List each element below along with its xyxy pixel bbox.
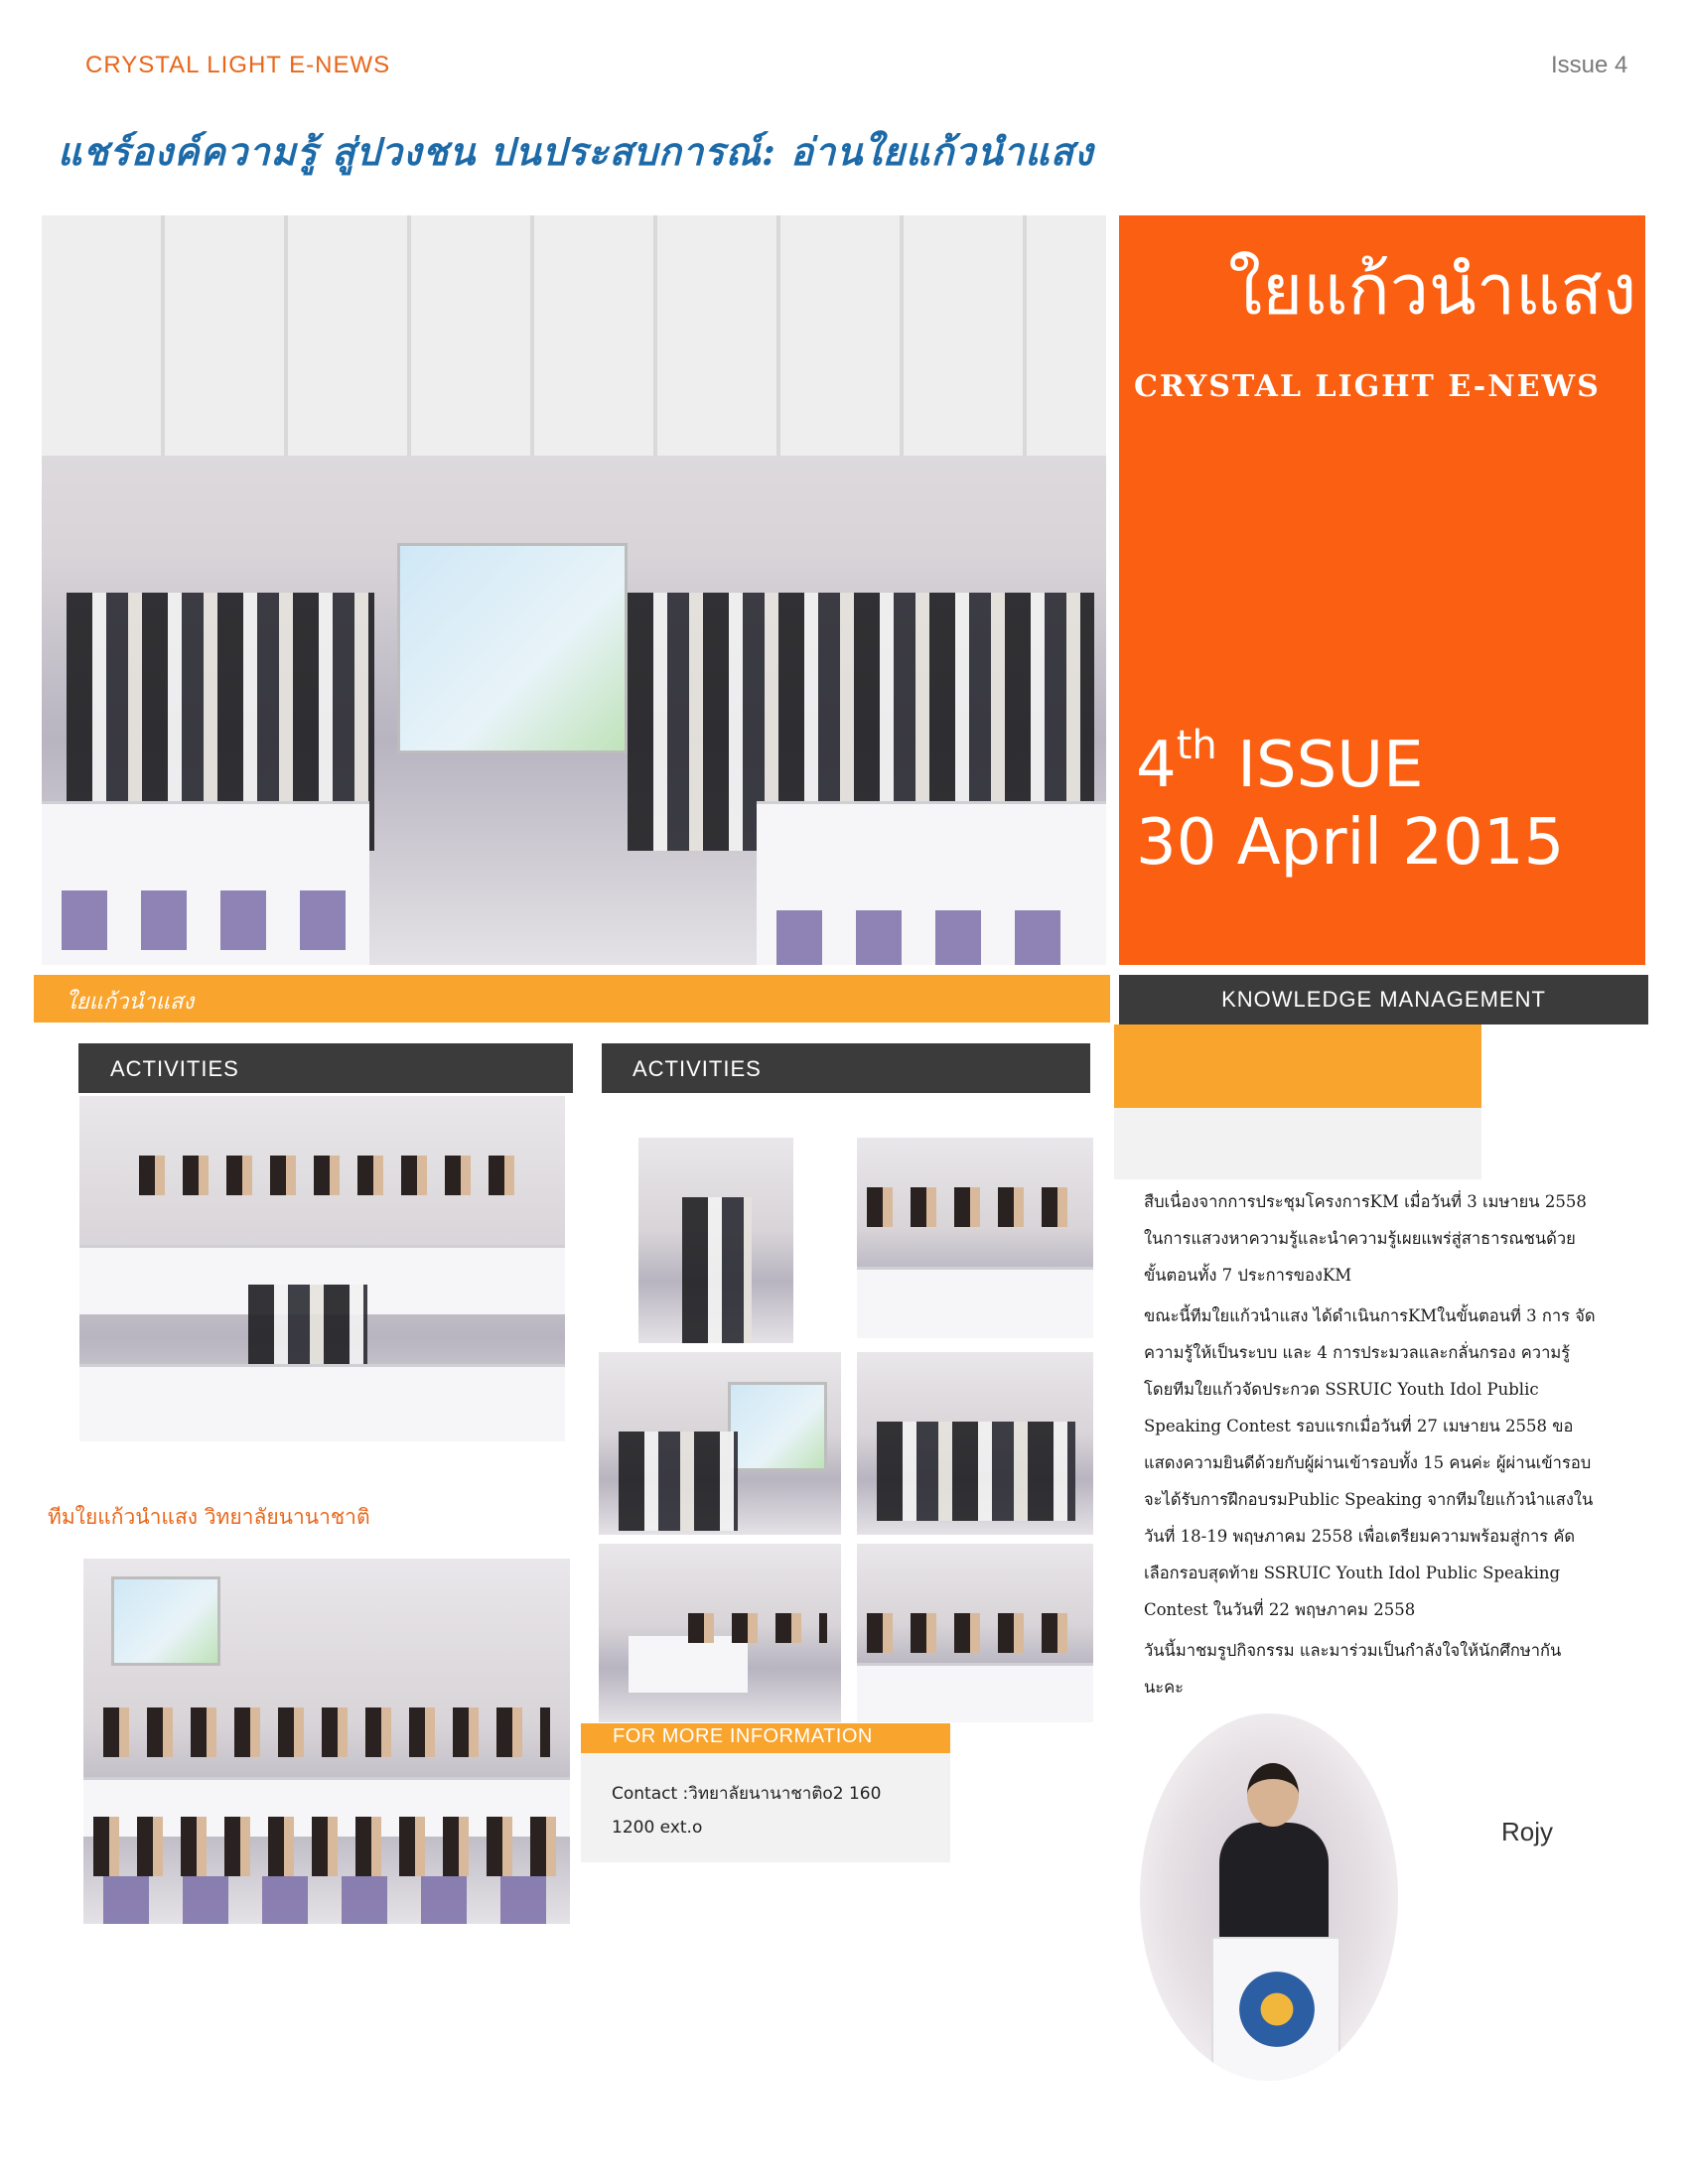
activity-photo-group-left [599,1352,841,1535]
km-accent-block [1114,1024,1481,1108]
more-info-contact: Contact :วิทยาลัยนานาชาติo2 160 1200 ext.o [612,1784,882,1838]
cover-issue-block [1136,707,1564,882]
issue-number: 4 [1136,729,1177,802]
main-group-photo [42,215,1106,965]
activities-label-right: ACTIVITIES [633,1056,762,1081]
issue-label: Issue 4 [1551,52,1628,78]
activity-photo-speaker [638,1138,793,1343]
issue-word: ISSUE [1237,729,1424,802]
activity-photo-podium [599,1544,841,1722]
activity-photo-group-right [857,1352,1093,1535]
section-band-left [34,975,1110,1023]
team-classroom-photo [83,1559,570,1924]
activity-photo-students-seated [857,1138,1093,1338]
more-info-title: FOR MORE INFORMATION [613,1725,873,1747]
cover-thai-title: ใยแก้วนำแสง [1228,249,1637,331]
section-band-left-label: ใยแก้วนำแสง [66,990,195,1015]
activity-photo-left-top [79,1096,565,1441]
team-caption: ทีมใยแก้วนำแสง วิทยาลัยนานาชาติ [48,1505,370,1529]
km-article [1144,1183,1601,1709]
activities-label-left: ACTIVITIES [110,1056,239,1081]
section-band-right-label: KNOWLEDGE MANAGEMENT [1221,987,1546,1012]
college-seal-icon [1239,1972,1315,2047]
issue-suffix: th [1176,723,1217,768]
brand-header: CRYSTAL LIGHT E-NEWS [85,52,391,78]
km-paragraph-2: ขณะนี้ทีมใยแก้วนำแสง ได้ดำเนินการKMในขั้นตอนที่ 3 การ จัดความรู้ให้เป็นระบบ และ 4 การประมวลและกลั่นกรอง ความรู้ โดยทีมใยแก้วจัดประกวด SSRUIC Youth Idol Public Speaking Contest รอบแรกเมื่อวันที่ 27 เมษายน 2558 ขอ แสดงความยินดีด้วยกับผู้ผ่านเข้ารอบทั้ง 15 คนค่ะ ผู้ผ่านเข้ารอบ จะได้รับการฝึกอบรมPublic Speaking จากทีมใยแก้วนำแสงใน วันที่ 18-19 พฤษภาคม 2558 เพื่อเตรียมความพร้อมสู่การ คัดเลือกรอบสุดท้าย SSRUIC Youth Idol Public Speaking Contest ในวันที่ 22 พฤษภาคม 2558 [1144,1306,1596,1619]
cover-english-title: CRYSTAL LIGHT E-NEWS [1134,369,1601,404]
issue-date: 30 April 2015 [1136,806,1565,880]
author-portrait-oval [1140,1713,1398,2081]
km-grey-block [1114,1108,1481,1179]
activity-photo-classroom [857,1544,1093,1722]
km-paragraph-3: วันนี้มาชมรูปกิจกรรม และมาร่วมเป็นกำลังใจให้นักศึกษากัน นะคะ [1144,1641,1562,1697]
author-name: Rojy [1501,1817,1554,1846]
page-headline: แชร์องค์ความรู้ สู่ปวงชน ปนประสบการณ์: อ่านใยแก้วนำแสง [58,129,1094,174]
km-paragraph-1: สืบเนื่องจากการประชุมโครงการKM เมื่อวันที่ 3 เมษายน 2558 ในการแสวงหาความรู้และนำความรู้เผยแพร่สู่สาธารณชนด้วย ขั้นตอนทั้ง 7 ประการของKM [1144,1192,1587,1285]
